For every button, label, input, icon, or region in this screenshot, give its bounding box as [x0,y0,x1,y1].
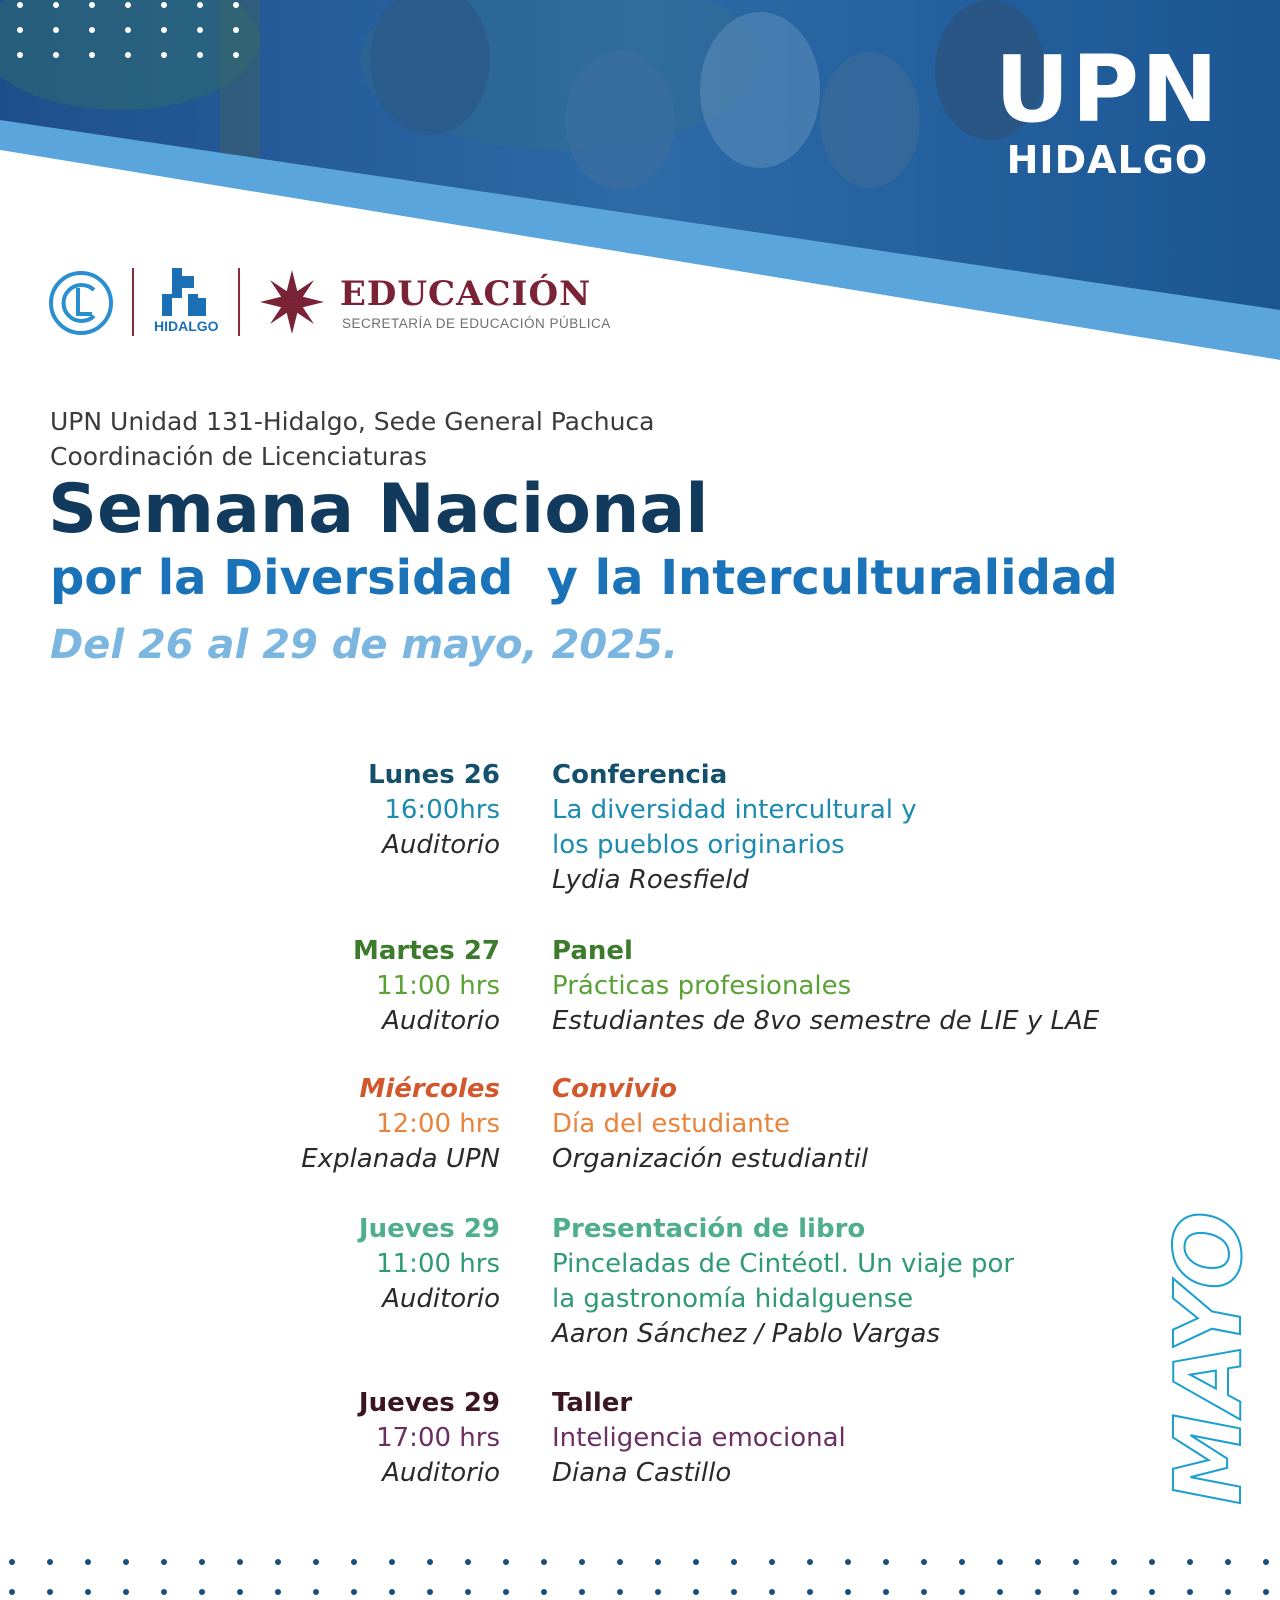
decorative-dot [921,1589,927,1595]
decorative-dot [351,1559,357,1565]
event-day: Miércoles [359,1074,500,1104]
decorative-dot [1111,1589,1117,1595]
event-title-line: la gastronomía hidalguense [552,1284,914,1314]
decorative-dot [541,1589,547,1595]
decorative-dot [1073,1559,1079,1565]
decorative-dot [1187,1559,1193,1565]
decorative-dot [655,1589,661,1595]
event-time: 11:00 hrs [376,1249,500,1279]
decorative-dot [807,1589,813,1595]
decorative-dot [997,1559,1003,1565]
decorative-dot [731,1559,737,1565]
decorative-dot [275,1559,281,1565]
event-type: Presentación de libro [552,1214,866,1244]
event-what [552,1212,1014,1352]
decorative-dot [199,1589,205,1595]
event-speaker: Estudiantes de 8vo semestre de LIE y LAE [552,1006,1100,1036]
decorative-dot [47,1589,53,1595]
event-time: 17:00 hrs [376,1423,500,1453]
decorative-dot [161,1589,167,1595]
decorative-dot [617,1559,623,1565]
decorative-dot [655,1559,661,1565]
institution-logos [48,268,688,338]
decorative-dot [237,1559,243,1565]
decorative-dot [427,1589,433,1595]
decorative-dot [123,1589,129,1595]
decorative-dot [693,1589,699,1595]
sep-subtitle: SECRETARÍA DE EDUCACIÓN PÚBLICA [342,316,611,331]
event-speaker: Aaron Sánchez / Pablo Vargas [552,1319,940,1349]
event-place: Explanada UPN [301,1144,500,1174]
institution-text [50,404,654,474]
event-what [552,934,1099,1039]
decorative-dot [1035,1589,1041,1595]
event-subtitle: por la Diversidad y la Interculturalidad [50,550,1118,606]
decorative-dot [1111,1559,1117,1565]
decorative-dot [389,1589,395,1595]
decorative-dot [465,1559,471,1565]
event-type: Conferencia [552,760,728,790]
decorative-dot [123,1559,129,1565]
event-time: 11:00 hrs [376,971,500,1001]
event-title: Semana Nacional [48,470,709,549]
event-type: Panel [552,936,633,966]
decorative-dot [161,1559,167,1565]
decorative-dot [427,1559,433,1565]
decorative-dot [1073,1589,1079,1595]
decorative-dot [1225,1559,1231,1565]
event-place: Auditorio [382,1006,500,1036]
decorative-dot [313,1589,319,1595]
event-title-line: Día del estudiante [552,1109,790,1139]
decorative-dot [1263,1559,1269,1565]
event-when [353,934,500,1039]
event-speaker: Lydia Roesfield [552,865,749,895]
event-title-line: La diversidad intercultural y [552,795,917,825]
event-when [368,758,500,863]
event-speaker: Organización estudiantil [552,1144,869,1174]
decorative-dots [0,1550,1280,1600]
decorative-dot [579,1589,585,1595]
educacion-title: EDUCACIÓN [340,274,592,314]
decorative-dot [275,1589,281,1595]
decorative-dot [731,1589,737,1595]
decorative-dot [959,1589,965,1595]
decorative-dot [1149,1559,1155,1565]
event-time: 16:00hrs [384,795,500,825]
upn-hidalgo-logo [994,36,1220,182]
decorative-dot [237,1589,243,1595]
event-place: Auditorio [382,830,500,860]
decorative-dot [503,1559,509,1565]
month-text: MAYO [1155,1211,1262,1505]
event-title-line: Prácticas profesionales [552,971,852,1001]
decorative-dot [85,1559,91,1565]
decorative-dot [9,1559,15,1565]
event-title-line: Inteligencia emocional [552,1423,846,1453]
decorative-dot [845,1559,851,1565]
event-when [359,1386,500,1491]
institution-line-2: Coordinación de Licenciaturas [50,442,427,471]
decorative-dot [617,1589,623,1595]
decorative-dot [883,1589,889,1595]
decorative-dot [997,1589,1003,1595]
event-what [552,1386,846,1491]
hidalgo-logo-text: HIDALGO [1006,138,1209,182]
licenciaturas-logo-icon [48,270,114,336]
institution-line-1: UPN Unidad 131-Hidalgo, Sede General Pachuca [50,407,655,436]
sep-star-icon [258,268,326,336]
decorative-dot [769,1589,775,1595]
decorative-dot [959,1559,965,1565]
decorative-dot [1225,1589,1231,1595]
event-day: Martes 27 [352,936,500,966]
event-place: Auditorio [382,1284,500,1314]
event-what [552,1072,868,1177]
event-title-line: Pinceladas de Cintéotl. Un viaje por [552,1249,1015,1279]
event-when [301,1072,500,1177]
decorative-dot [769,1559,775,1565]
decorative-dot [1035,1559,1041,1565]
event-day: Jueves 29 [358,1388,500,1418]
decorative-dot [807,1559,813,1565]
decorative-dot [921,1559,927,1565]
decorative-dot [389,1559,395,1565]
decorative-dot [693,1559,699,1565]
event-speaker: Diana Castillo [552,1458,732,1488]
month-vertical-label [1155,1130,1262,1510]
decorative-dot [883,1559,889,1565]
event-day: Jueves 29 [358,1214,500,1244]
decorative-dot [85,1589,91,1595]
decorative-dot [199,1559,205,1565]
upn-logo-text: UPN [994,36,1220,143]
upn-mini-label: HIDALGO [154,318,219,334]
event-what [552,758,917,898]
decorative-dot [465,1589,471,1595]
decorative-dot [845,1589,851,1595]
decorative-dot [1187,1589,1193,1595]
event-when [359,1212,500,1317]
event-title-line: los pueblos originarios [552,830,845,860]
decorative-dot [541,1559,547,1565]
decorative-dot [351,1589,357,1595]
logo-divider [238,268,240,336]
decorative-dot [313,1559,319,1565]
decorative-dot [47,1559,53,1565]
decorative-dot [579,1559,585,1565]
event-type: Taller [552,1388,633,1418]
decorative-dot [1149,1589,1155,1595]
event-dates: Del 26 al 29 de mayo, 2025. [50,622,679,668]
event-type: Convivio [552,1074,678,1104]
event-day: Lunes 26 [368,760,500,790]
decorative-dot [9,1589,15,1595]
decorative-dots [0,0,240,60]
event-time: 12:00 hrs [376,1109,500,1139]
decorative-dot [503,1589,509,1595]
decorative-dot [1263,1589,1269,1595]
event-place: Auditorio [382,1458,500,1488]
logo-divider [132,268,134,336]
